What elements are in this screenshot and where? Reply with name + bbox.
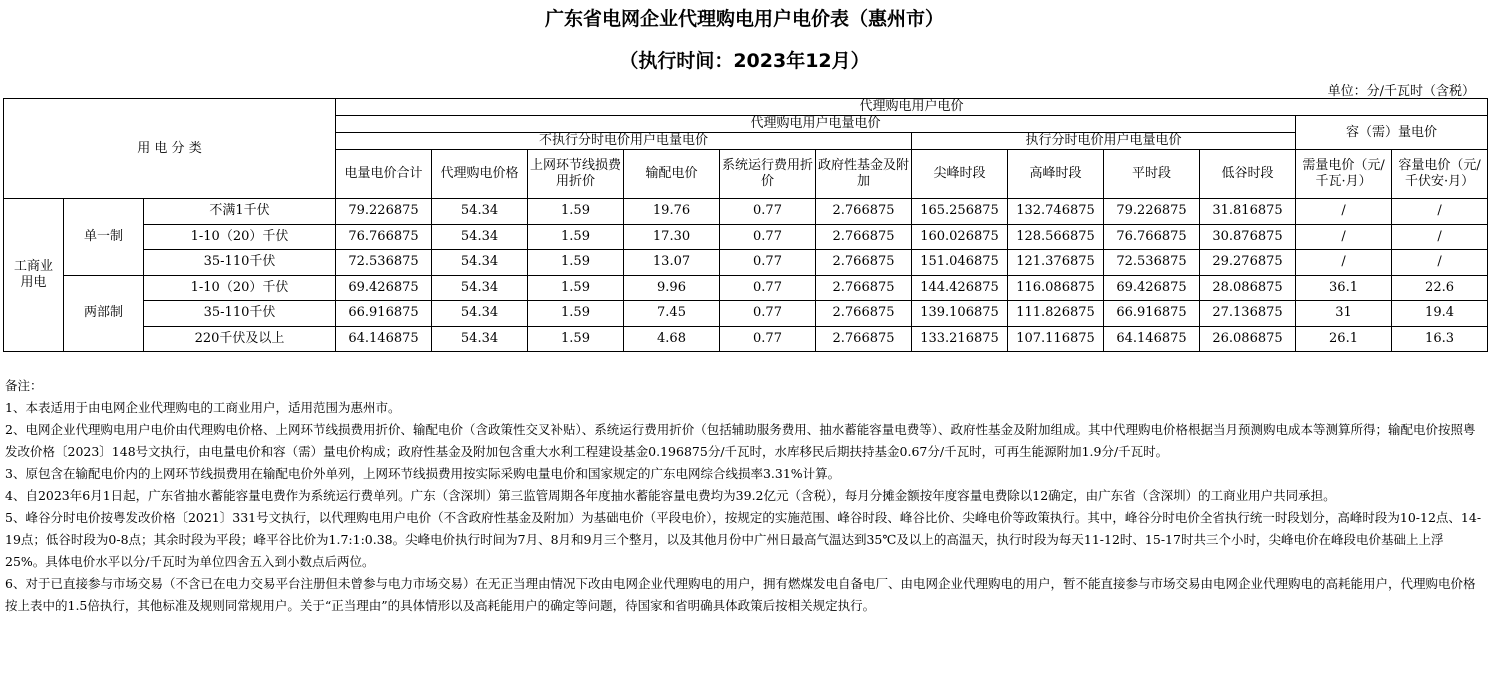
cell: 22.6 <box>1392 275 1488 301</box>
cell: 79.226875 <box>1104 199 1200 225</box>
cell: 116.086875 <box>1008 275 1104 301</box>
col-header: 平时段 <box>1104 150 1200 199</box>
note-item: 1、本表适用于由电网企业代理购电的工商业用户，适用范围为惠州市。 <box>5 400 401 415</box>
header-tou: 执行分时电价用户电量电价 <box>912 133 1296 150</box>
cell: 2.766875 <box>816 275 912 301</box>
cell: 36.1 <box>1296 275 1392 301</box>
unit-label: 单位：分/千瓦时（含税） <box>1327 84 1475 99</box>
header-non-tou: 不执行分时电价用户电量电价 <box>336 133 912 150</box>
cell: 54.34 <box>432 199 528 225</box>
cell: / <box>1296 224 1392 250</box>
cell: 28.086875 <box>1200 275 1296 301</box>
cell: 107.116875 <box>1008 326 1104 352</box>
page-title: 广东省电网企业代理购电用户电价表（惠州市） <box>544 8 944 30</box>
cell: 69.426875 <box>1104 275 1200 301</box>
group-label: 工商业用电 <box>4 199 64 352</box>
note-item: 2、电网企业代理购电用户电价由代理购电价格、上网环节线损费用折价、输配电价（含政策性交叉补贴）、系统运行费用折价（包括辅助服务费用、抽水蓄能容量电费等）、政府性基金及附加组成。其中代理购电价格根据当月预测购电成本等测算所得；输配电价按照粤发改价格〔2023〕148号文执行，由电量电价和容（需）量电价构成；政府性基金及附加包含重大水利工程建设基金0.196875分/千瓦时，水库移民后期扶持基金0.67分/千瓦时，可再生能源附加1.9分/千瓦时。 <box>5 422 1476 459</box>
header-category: 用 电 分 类 <box>4 99 336 199</box>
col-header: 政府性基金及附加 <box>816 150 912 199</box>
cell: 1.59 <box>528 275 624 301</box>
subgroup-label: 单一制 <box>64 199 144 276</box>
cell: 64.146875 <box>336 326 432 352</box>
cell: / <box>1296 250 1392 276</box>
table-row <box>4 250 1488 276</box>
col-header: 容量电价（元/千伏安·月） <box>1392 150 1488 199</box>
note-item: 6、对于已直接参与市场交易（不含已在电力交易平台注册但未曾参与电力市场交易）在无正当理由情况下改由电网企业代理购电的用户，拥有燃煤发电自备电厂、由电网企业代理购电的用户，暂不能直接参与市场交易由电网企业代理购电的高耗能用户，代理购电价格按上表中的1.5倍执行，其他标准及规则同常规用户。关于“正当理由”的具体情形以及高耗能用户的确定等问题，待国家和省明确具体政策后按相关规定执行。 <box>5 576 1476 613</box>
cell: 2.766875 <box>816 224 912 250</box>
cell: 26.1 <box>1296 326 1392 352</box>
cell: 27.136875 <box>1200 301 1296 327</box>
cell: 76.766875 <box>1104 224 1200 250</box>
cell: 54.34 <box>432 275 528 301</box>
cell: / <box>1296 199 1392 225</box>
row-label: 220千伏及以上 <box>144 326 336 352</box>
row-label: 35-110千伏 <box>144 250 336 276</box>
cell: 30.876875 <box>1200 224 1296 250</box>
header-capacity: 容（需）量电价 <box>1296 116 1488 150</box>
row-label: 35-110千伏 <box>144 301 336 327</box>
cell: 2.766875 <box>816 250 912 276</box>
cell: 19.76 <box>624 199 720 225</box>
cell: 54.34 <box>432 250 528 276</box>
cell: 2.766875 <box>816 199 912 225</box>
cell: 0.77 <box>720 250 816 276</box>
cell: 9.96 <box>624 275 720 301</box>
cell: 2.766875 <box>816 301 912 327</box>
col-header: 代理购电价格 <box>432 150 528 199</box>
table-row <box>4 275 1488 301</box>
cell: 128.566875 <box>1008 224 1104 250</box>
cell: 31 <box>1296 301 1392 327</box>
cell: 7.45 <box>624 301 720 327</box>
table-row <box>4 326 1488 352</box>
header-agency-price: 代理购电用户电价 <box>336 99 1488 116</box>
notes-heading: 备注： <box>5 378 43 393</box>
cell: / <box>1392 224 1488 250</box>
cell: 19.4 <box>1392 301 1488 327</box>
row-label: 1-10（20）千伏 <box>144 275 336 301</box>
cell: 72.536875 <box>1104 250 1200 276</box>
col-header: 输配电价 <box>624 150 720 199</box>
cell: 64.146875 <box>1104 326 1200 352</box>
cell: 1.59 <box>528 250 624 276</box>
cell: 0.77 <box>720 326 816 352</box>
header-energy-price: 代理购电用户电量电价 <box>336 116 1296 133</box>
cell: 31.816875 <box>1200 199 1296 225</box>
note-item: 4、自2023年6月1日起，广东省抽水蓄能容量电费作为系统运行费单列。广东（含深圳）第三监管周期各年度抽水蓄能容量电费均为39.2亿元（含税），每月分摊金额按年度容量电费除以12确定，由广东省（含深圳）的工商业用户共同承担。 <box>5 488 1336 503</box>
cell: 144.426875 <box>912 275 1008 301</box>
row-label: 不满1千伏 <box>144 199 336 225</box>
cell: 16.3 <box>1392 326 1488 352</box>
cell: 151.046875 <box>912 250 1008 276</box>
cell: 1.59 <box>528 301 624 327</box>
cell: 132.746875 <box>1008 199 1104 225</box>
row-label: 1-10（20）千伏 <box>144 224 336 250</box>
col-header: 高峰时段 <box>1008 150 1104 199</box>
cell: 0.77 <box>720 275 816 301</box>
cell: 13.07 <box>624 250 720 276</box>
notes <box>5 375 1483 617</box>
subgroup-label: 两部制 <box>64 275 144 352</box>
col-header: 尖峰时段 <box>912 150 1008 199</box>
cell: 1.59 <box>528 326 624 352</box>
table-row <box>4 224 1488 250</box>
cell: 4.68 <box>624 326 720 352</box>
cell: 139.106875 <box>912 301 1008 327</box>
cell: 26.086875 <box>1200 326 1296 352</box>
cell: 1.59 <box>528 199 624 225</box>
cell: 66.916875 <box>1104 301 1200 327</box>
table-row <box>4 199 1488 225</box>
cell: 165.256875 <box>912 199 1008 225</box>
cell: 160.026875 <box>912 224 1008 250</box>
cell: 1.59 <box>528 224 624 250</box>
cell: 54.34 <box>432 326 528 352</box>
cell: / <box>1392 250 1488 276</box>
cell: 2.766875 <box>816 326 912 352</box>
cell: 133.216875 <box>912 326 1008 352</box>
table-row <box>4 301 1488 327</box>
cell: 66.916875 <box>336 301 432 327</box>
cell: 69.426875 <box>336 275 432 301</box>
cell: 79.226875 <box>336 199 432 225</box>
note-item: 5、峰谷分时电价按粤发改价格〔2021〕331号文执行，以代理购电用户电价（不含政府性基金及附加）为基础电价（平段电价），按规定的实施范围、峰谷时段、峰谷比价、尖峰电价等政策执行。其中，峰谷分时电价全省执行统一时段划分，高峰时段为10-12点、14-19点；低谷时段为0-8点；其余时段为平段；峰平谷比价为1.7:1:0.38。尖峰电价执行时间为7月、8月和9月三个整月，以及其他月份中广州日最高气温达到35℃及以上的高温天，执行时段为每天11-12时、15-17时共三个小时，尖峰电价在峰段电价基础上上浮25%。具体电价水平以分/千瓦时为单位四舍五入到小数点后两位。 <box>5 510 1482 569</box>
cell: 0.77 <box>720 301 816 327</box>
price-table <box>3 98 1488 352</box>
cell: 0.77 <box>720 224 816 250</box>
page-subtitle: （执行时间：2023年12月） <box>619 50 870 72</box>
cell: 0.77 <box>720 199 816 225</box>
cell: 54.34 <box>432 224 528 250</box>
col-header: 系统运行费用折价 <box>720 150 816 199</box>
cell: 17.30 <box>624 224 720 250</box>
cell: 121.376875 <box>1008 250 1104 276</box>
col-header: 电量电价合计 <box>336 150 432 199</box>
cell: 72.536875 <box>336 250 432 276</box>
col-header: 上网环节线损费用折价 <box>528 150 624 199</box>
cell: 76.766875 <box>336 224 432 250</box>
cell: 54.34 <box>432 301 528 327</box>
col-header: 低谷时段 <box>1200 150 1296 199</box>
note-item: 3、原包含在输配电价内的上网环节线损费用在输配电价外单列，上网环节线损费用按实际采购电量电价和国家规定的广东电网综合线损率3.31%计算。 <box>5 466 841 481</box>
col-header: 需量电价（元/千瓦·月） <box>1296 150 1392 199</box>
cell: 111.826875 <box>1008 301 1104 327</box>
cell: 29.276875 <box>1200 250 1296 276</box>
cell: / <box>1392 199 1488 225</box>
